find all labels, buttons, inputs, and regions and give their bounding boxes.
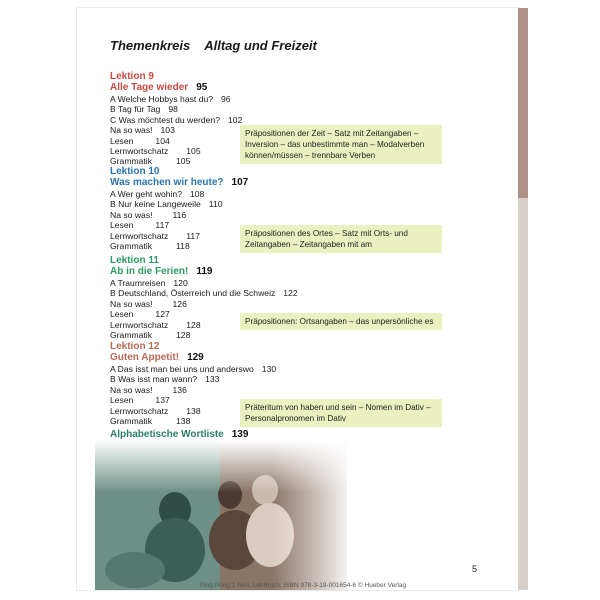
lesson-page: 95 (196, 82, 208, 93)
toc-entry[interactable]: A Das isst man bei uns und anderswo 130 (110, 364, 277, 374)
lesson-title[interactable]: Ab in die Ferien! 119 (110, 266, 213, 277)
lesson-number: Lektion 10 (110, 166, 160, 177)
toc-entry[interactable]: Grammatik 128 (110, 330, 191, 341)
theme-prefix: Themenkreis (110, 38, 191, 53)
toc-entry[interactable]: A Welche Hobbys hast du? 96 (110, 94, 231, 104)
toc-entry[interactable]: Lernwortschatz 138 (110, 405, 201, 416)
lesson-page: 129 (187, 352, 204, 363)
grammar-box: Präpositionen des Ortes – Satz mit Orts- und Zeitangaben – Zeitangaben mit am (240, 225, 442, 253)
children-photo (95, 440, 347, 590)
toc-entry[interactable]: A Traumreisen 120 (110, 278, 188, 288)
lesson-number: Lektion 12 (110, 341, 160, 352)
lesson-10 (110, 166, 248, 251)
page-title (110, 38, 317, 53)
word-list-entry[interactable]: Alphabetische Wortliste 139 (110, 429, 249, 440)
toc-entry[interactable]: Lesen 127 (110, 309, 170, 320)
toc-entry[interactable]: Lernwortschatz 117 (110, 230, 200, 241)
copyright-footer: Ping Pong 1 Neu, Lehrbuch, ISBN 978-3-19-001654-6 © Hueber Verlag (200, 582, 407, 589)
grammar-box: Präpositionen: Ortsangaben – das unpersönliche es (240, 313, 442, 330)
toc-entry[interactable]: Lesen 137 (110, 395, 170, 406)
lesson-title[interactable]: Guten Appetit! 129 (110, 352, 204, 363)
toc-entry[interactable]: B Deutschland, Österreich und die Schweiz 122 (110, 288, 298, 299)
toc-entry[interactable]: Lesen 104 (110, 135, 170, 146)
toc-entry[interactable]: B Was isst man wann? 133 (110, 374, 220, 385)
lesson-number: Lektion 9 (110, 71, 154, 82)
toc-entry[interactable]: Lesen 117 (110, 220, 170, 231)
toc-entry[interactable]: C Was möchtest du werden? 102 (110, 114, 243, 125)
page-edge-band (518, 8, 528, 590)
toc-entry[interactable]: Na so was! 126 (110, 298, 187, 309)
page-number: 5 (472, 564, 478, 574)
lesson-page: 107 (231, 177, 249, 188)
toc-entry[interactable]: Grammatik 138 (110, 416, 191, 427)
toc-entry[interactable]: Na so was! 103 (110, 125, 175, 136)
toc-entry[interactable]: Grammatik 118 (110, 241, 190, 252)
lesson-title[interactable]: Alle Tage wieder 95 (110, 82, 208, 93)
toc-entry[interactable]: A Wer geht wohin? 108 (110, 189, 205, 199)
toc-entry[interactable]: Na so was! 136 (110, 384, 187, 395)
theme-name: Alltag und Freizeit (204, 38, 317, 53)
lesson-title[interactable]: Was machen wir heute? 107 (110, 177, 249, 188)
toc-entry[interactable]: Lernwortschatz 128 (110, 319, 201, 330)
lesson-9 (110, 71, 242, 167)
toc-entry[interactable]: Grammatik 105 (110, 156, 191, 167)
grammar-box: Präteritum von haben und sein – Nomen im Dativ – Personalpronomen im Dativ (240, 399, 442, 427)
toc-entry[interactable]: Na so was! 116 (110, 209, 187, 220)
chapter-tab (518, 8, 528, 198)
toc-entry[interactable]: B Tag für Tag 98 (110, 104, 178, 115)
grammar-box: Präpositionen der Zeit – Satz mit Zeitangaben – Inversion – das unbestimmte man – Modalverben können/müssen – trennbare Verben (240, 125, 442, 164)
lesson-page: 119 (196, 266, 213, 277)
toc-entry[interactable]: B Nur keine Langeweile 110 (110, 199, 223, 210)
lesson-number: Lektion 11 (110, 255, 159, 266)
toc-entry[interactable]: Lernwortschatz 105 (110, 146, 201, 157)
